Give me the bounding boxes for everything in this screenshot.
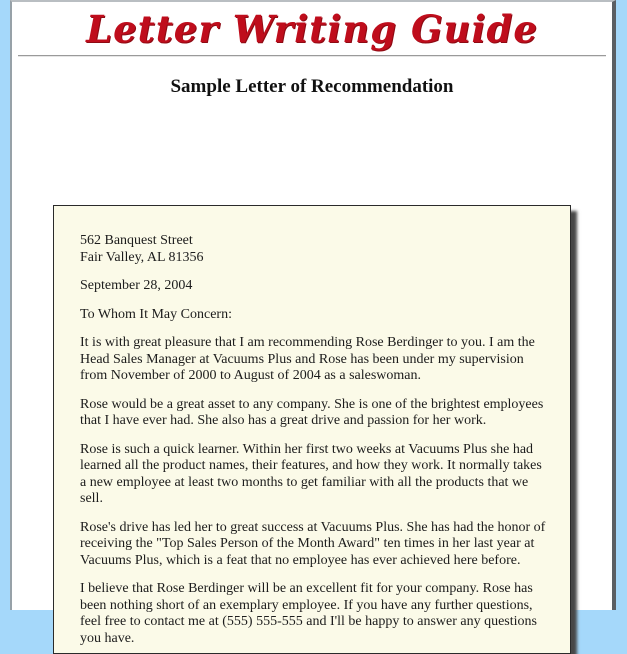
address-line-1: 562 Banquest Street — [80, 233, 193, 248]
letter-paragraph — [80, 581, 546, 647]
salutation-text: To Whom It May Concern: — [80, 306, 232, 322]
letter-paragraph — [80, 442, 546, 508]
page-title: Sample Letter of Recommendation — [170, 76, 454, 98]
letter-date — [80, 278, 546, 295]
letter-paragraph — [80, 397, 546, 430]
letter-paper — [53, 205, 571, 654]
content-page — [10, 0, 616, 646]
paragraph-1: It is with great pleasure that I am recommending Rose Berdinger to you. I am the Head Sales Manager at Vacuums Plus and Rose has been under my supervision from November of 2000 to August of 2004 as a saleswoman. — [80, 335, 535, 384]
paragraph-2: Rose would be a great asset to any company. She is one of the brightest employees that I have ever had. She also has a great drive and passion for her work. — [80, 396, 544, 429]
paragraph-4: Rose's drive has led her to great success at Vacuums Plus. She has had the honor of receiving the "Top Sales Person of the Month Award" ten times in her last year at Vacuums Plus, which is a feat that no employee has ever achieved here before. — [80, 519, 546, 568]
date-text: September 28, 2004 — [80, 278, 193, 294]
site-title: Letter Writing Guide — [86, 7, 538, 51]
letter-paragraph — [80, 520, 546, 570]
paragraph-5: I believe that Rose Berdinger will be an excellent fit for your company. Rose has been nothing short of an exemplary employee. If you have any further questions, feel free to contact me at (555) 555-555 and I'll be happy to answer any questions you have. — [80, 581, 537, 646]
address-line-2: Fair Valley, AL 81356 — [80, 249, 204, 265]
sender-address — [80, 233, 546, 266]
salutation — [80, 307, 546, 324]
letter-paragraph — [80, 335, 546, 385]
paragraph-3: Rose is such a quick learner. Within her first two weeks at Vacuums Plus she had learned all the product names, their features, and how they work. It normally takes a new employee at least two months to get familiar with all the products that we sell. — [80, 441, 542, 507]
header-divider — [18, 55, 606, 57]
